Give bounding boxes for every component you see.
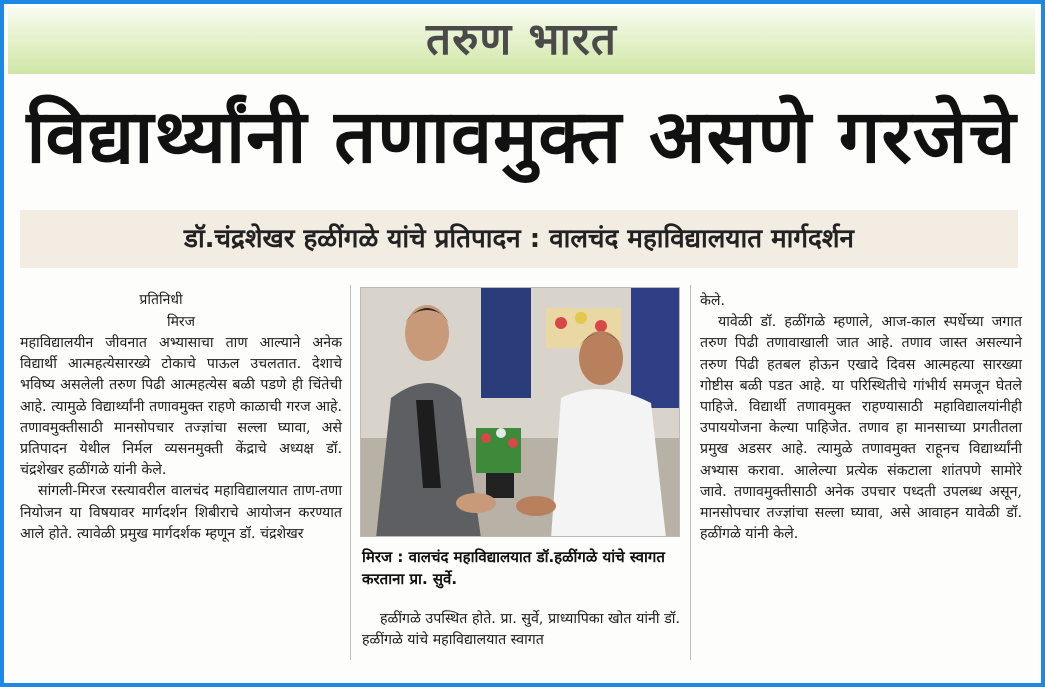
article-paragraph: महाविद्यालयीन जीवनात अभ्यासाचा ताण आल्याने अनेक विद्यार्थी आत्महत्येसारख्ये टोकाचे पाऊल उचलतात. देशाचे भविष्य असलेली तरुण पिढी आत्महत्येस बळी पडणे ही चिंतेची आहे. त्यामुळे विद्यार्थ्यांनी तणावमुक्त राहणे काळाची गरज आहे. तणावमुक्तीसाठी मानसोपचार तज्ज्ञांचा सल्ला घ्यावा, असे प्रतिपादन येथील निर्मल व्यसनमुक्ती केंद्राचे अध्यक्ष डॉ. चंद्रशेखर हळींगळे यांनी केले. (20, 335, 342, 479)
article-column-3 (700, 291, 1022, 545)
subheadline: डॉ.चंद्रशेखर हळींगळे यांचे प्रतिपादन : वालचंद महाविद्यालयात मार्गदर्शन (184, 224, 854, 254)
photo-illustration (361, 288, 680, 537)
byline-reporter: प्रतिनिधी (139, 292, 183, 308)
article-paragraph: हळींगळे उपस्थित होते. प्रा. सुर्वे, प्राध्यापिका खोत यांनी डॉ. हळींगळे यांचे महाविद्यालयात स्वागत (362, 611, 680, 649)
article-paragraph: यावेळी डॉ. हळींगळे म्हणाले, आज-काल स्पर्धेच्या जगात तरुण पिढी तणावाखाली जात आहे. तणाव जास्त असल्याने तरुण पिढी हतबल होऊन एखादे दिवस आत्महत्या सारख्या गोष्टीस बळी पडत आहे. या परिस्थितीचे गांभीर्य समजून घेतले पाहिजे. विद्यार्थी तणावमुक्त राहण्यासाठी महाविद्यालयांनीही उपाययोजना केल्या पाहिजेत. तणाव हा मानसाच्या प्रगतीतला प्रमुख अडसर आहे. त्यामुळे तणावमुक्त राहूनच विद्यार्थ्यांनी अभ्यास करावा. आलेल्या प्रत्येक संकटाला शांतपणे सामोरे जावे. तणावमुक्तीसाठी अनेक उपचार पध्दती उपलब्ध असून, मानसोपचार तज्ज्ञांचा सल्ला घ्यावा, असे आवाहन यावेळी डॉ. हळींगळे यांनी केले. (700, 314, 1022, 543)
masthead-title: तरुण भारत (426, 14, 617, 65)
masthead-band (8, 8, 1035, 74)
article-photo (360, 287, 680, 537)
column-divider (350, 285, 351, 660)
subheadline-band (20, 210, 1018, 268)
article-paragraph: केले. (700, 293, 726, 309)
article-column-1 (20, 289, 342, 545)
article-column-2 (362, 609, 680, 651)
photo-caption: मिरज : वालचंद महाविद्यालयात डॉ.हळींगळे यांचे स्वागत करताना प्रा. सुर्वे. (362, 548, 665, 588)
headline-block (8, 82, 1035, 192)
byline-place: मिरज (166, 314, 196, 330)
article-paragraph: सांगली-मिरज रस्त्यावरील वालचंद महाविद्यालयात ताण-तणा नियोजन या विषयावर मार्गदर्शन शिबीराचे आयोजन करण्यात आले होते. त्यावेळी प्रमुख मार्गदर्शक म्हणून डॉ. चंद्रशेखर (20, 483, 342, 542)
headline: विद्यार्थ्यांनी तणावमुक्त असणे गरजेचे (26, 94, 1017, 180)
column-divider (690, 285, 691, 660)
